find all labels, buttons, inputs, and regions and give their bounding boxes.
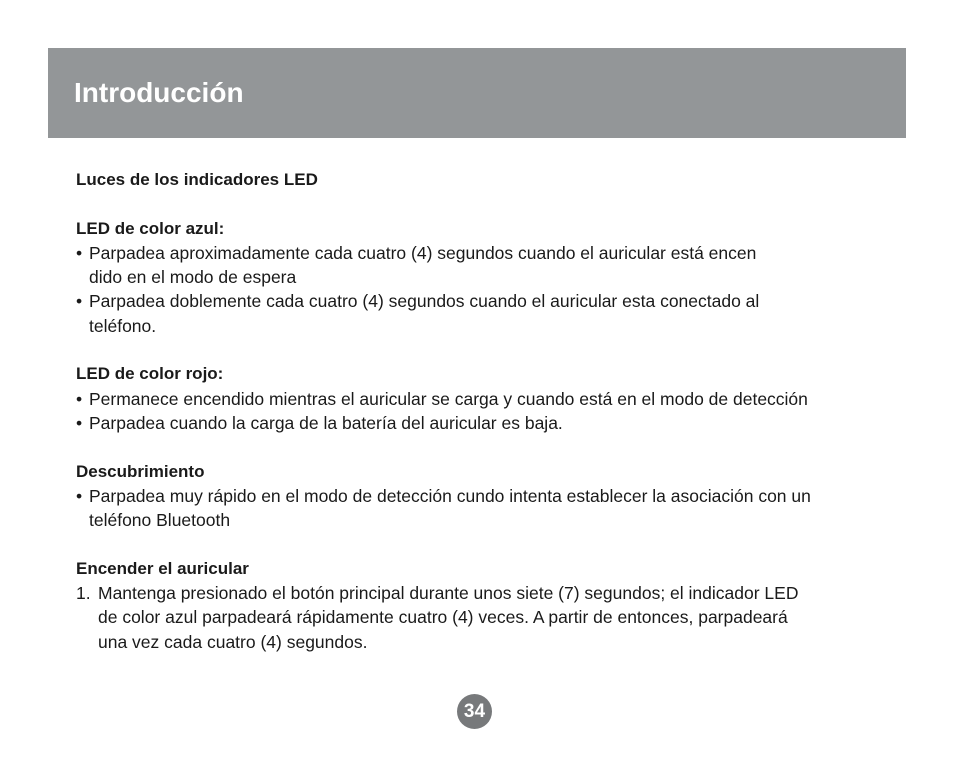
bullet-mark: • [76,291,83,312]
list-item: • Parpadea muy rápido en el modo de detección cundo intenta establecer la asociación con un teléfono Bluetooth [76,485,811,531]
section-heading: LED de color azul: [76,218,225,238]
section-heading: Encender el auricular [76,558,249,578]
list-item: • Permanece encendido mientras el auricular se carga y cuando está en el modo de detección [76,387,926,411]
section-red-led [76,362,926,435]
step-number: 1. [76,583,91,604]
section-heading: Descubrimiento [76,461,205,481]
main-heading: Luces de los indicadores LED [76,170,318,189]
page-title: Introducción [74,77,244,108]
page-number: 34 [457,694,492,729]
bullet-mark: • [76,412,83,433]
section-blue-led [76,217,926,338]
page-header [48,48,906,138]
bullet-mark: • [76,388,83,409]
list-item: • Parpadea cuando la carga de la batería del auricular es baja. [76,411,926,435]
page-content [76,168,926,678]
list-item: • Parpadea aproximadamente cada cuatro (4) segundos cuando el auricular está encen dido en el modo de espera [76,242,757,288]
bullet-mark: • [76,485,83,506]
list-item: • Parpadea doblemente cada cuatro (4) segundos cuando el auricular esta conectado al teléfono. [76,291,760,336]
section-discovery [76,460,926,533]
section-power-on [76,557,926,654]
numbered-step: 1. Mantenga presionado el botón principal durante unos siete (7) segundos; el indicador LED de color azul parpadeará rápidamente cuatro (4) veces. A partir de entonces, parpadeará una vez cada cuatro (4) segundos. [76,583,799,652]
section-heading: LED de color rojo: [76,364,224,384]
bullet-mark: • [76,242,83,263]
